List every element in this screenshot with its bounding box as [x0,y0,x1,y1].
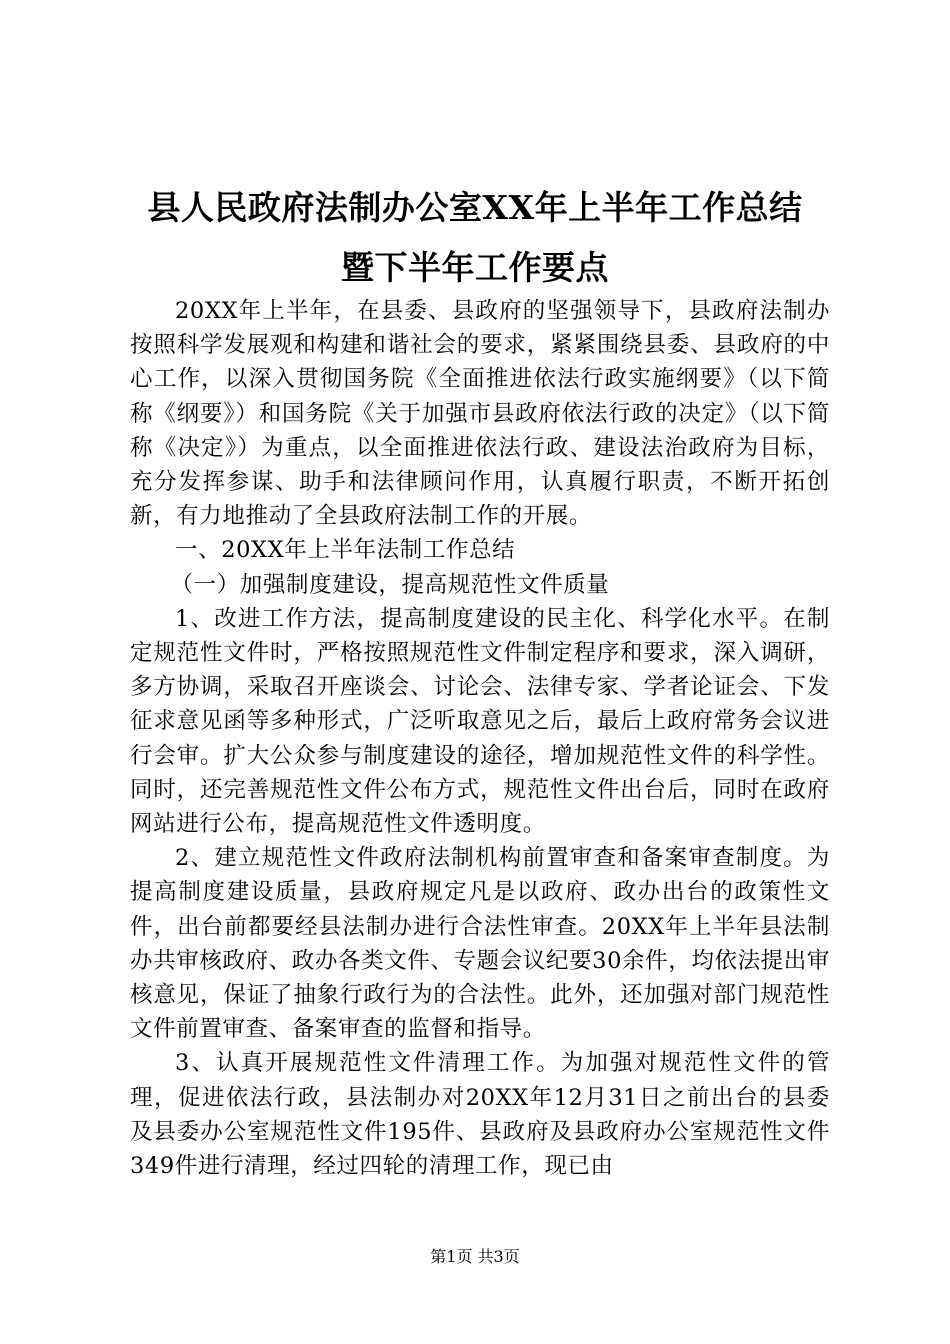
page-number-footer: 第1页 共3页 [430,1247,520,1266]
paragraph-item-1: 1、改进工作方法，提高制度建设的民主化、科学化水平。在制定规范性文件时，严格按照规范性文件制定程序和要求，深入调研，多方协调，采取召开座谈会、讨论会、法律专家、学者论证会、下发征求意见函等多种形式，广泛听取意见之后，最后上政府常务会议进行会审。扩大公众参与制度建设的途径，增加规范性文件的科学性。同时，还完善规范性文件公布方式，规范性文件出台后，同时在政府网站进行公布，提高规范性文件透明度。 [130,605,830,838]
section-heading-1: 一、20XX年上半年法制工作总结 [175,537,516,564]
paragraph-intro: 20XX年上半年，在县委、县政府的坚强领导下，县政府法制办按照科学发展观和构建和谐社会的要求，紧紧围绕县委、县政府的中心工作，以深入贯彻国务院《全面推进依法行政实施纲要》（以下简称《纲要》）和国务院《关于加强市县政府依法行政的决定》（以下简称《决定》）为重点，以全面推进依法行政、建设法治政府为目标，充分发挥参谋、助手和法律顾问作用，认真履行职责，不断开拓创新，有力地推动了全县政府法制工作的开展。 [130,298,830,530]
paragraph-item-3: 3、认真开展规范性文件清理工作。为加强对规范性文件的管理，促进依法行政，县法制办对20XX年12月31日之前出台的县委及县委办公室规范性文件195件、县政府及县政府办公室规范性文件349件进行清理，经过四轮的清理工作，现已由 [130,1050,830,1180]
document-body [130,294,830,1183]
subsection-heading-1: （一）加强制度建设，提高规范性文件质量 [170,571,610,598]
paragraph-item-2: 2、建立规范性文件政府法制机构前置审查和备案审查制度。为提高制度建设质量，县政府规定凡是以政府、政办出台的政策性文件，出台前都要经县法制办进行合法性审查。20XX年上半年县法制办共审核政府、政办各类文件、专题会议纪要30余件，均依法提出审核意见，保证了抽象行政行为的合法性。此外，还加强对部门规范性文件前置审查、备案审查的监督和指导。 [130,845,830,1043]
document-title-line-1: 县人民政府法制办公室XX年上半年工作总结 [147,188,803,227]
document-title-line-2: 暨下半年工作要点 [341,248,609,287]
